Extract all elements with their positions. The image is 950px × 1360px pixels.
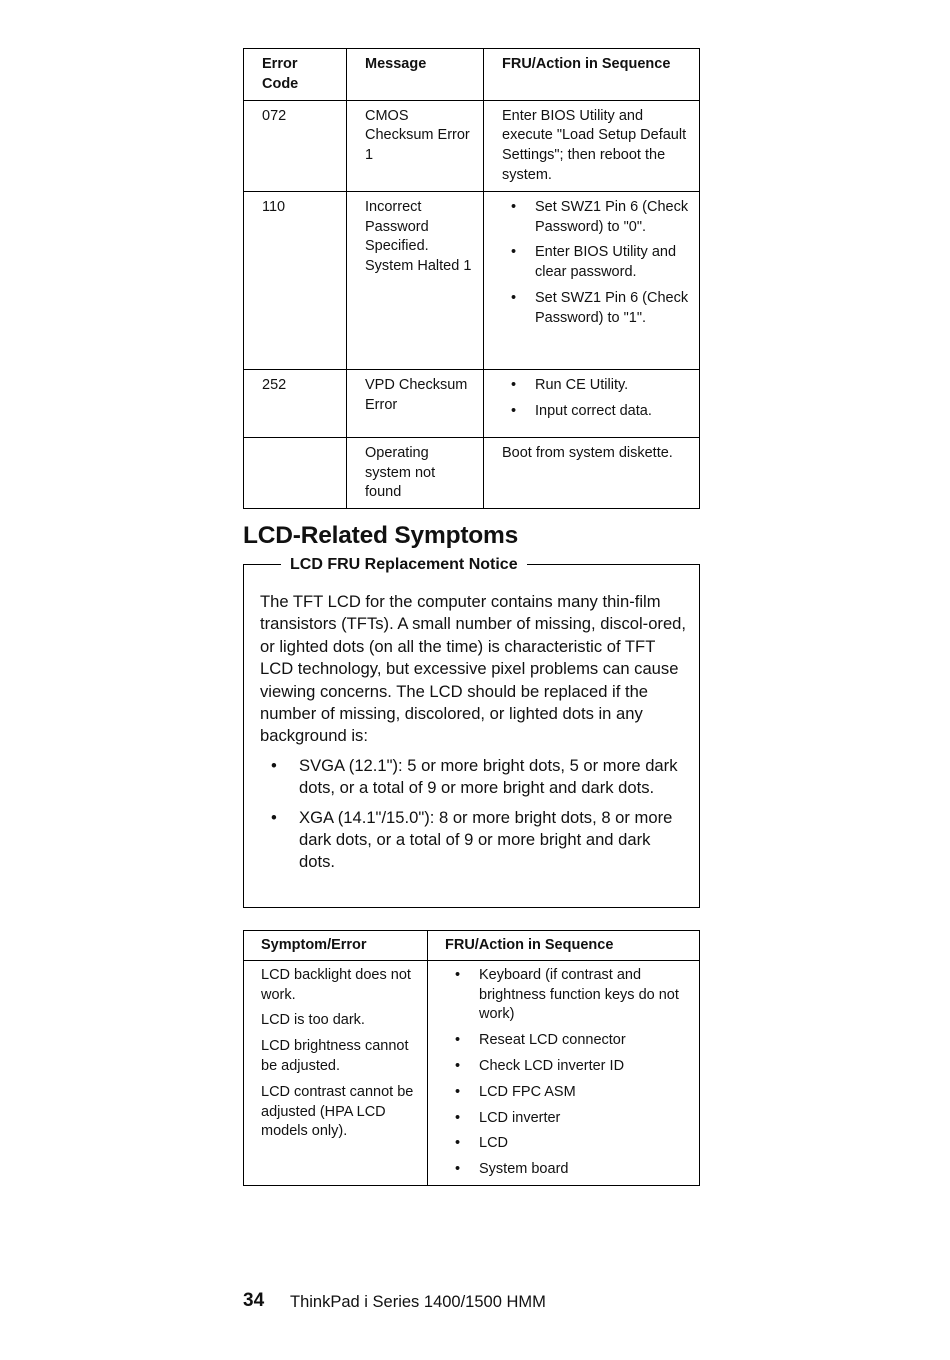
action-cell: Enter BIOS Utility and execute "Load Setup Default Settings"; then reboot the system.	[484, 100, 700, 191]
table-row	[244, 437, 700, 508]
header-message: Message	[347, 49, 484, 101]
error-code-cell: 252	[244, 369, 347, 437]
message-cell: VPD Checksum Error	[347, 369, 484, 437]
notice-title: LCD FRU Replacement Notice	[281, 555, 527, 575]
action-cell	[484, 369, 700, 437]
error-code-cell: 110	[244, 191, 347, 369]
header-fru-action: FRU/Action in Sequence	[484, 49, 700, 101]
error-code-cell: 072	[244, 100, 347, 191]
message-cell: Operating system not found	[347, 437, 484, 508]
error-code-table	[243, 48, 700, 509]
notice-list-item: • SVGA (12.1"): 5 or more bright dots, 5 or more dark dots, or a total of 9 or more bright and dark dots.	[260, 755, 688, 800]
action-item: • System board	[445, 1160, 691, 1180]
notice-box	[243, 556, 700, 908]
action-list	[502, 376, 691, 422]
symptom-table	[243, 930, 700, 1186]
section-heading: LCD-Related Symptoms	[243, 522, 519, 549]
action-item: • LCD	[445, 1134, 691, 1154]
symptom-item: LCD is too dark.	[261, 1012, 365, 1029]
action-item: • Keyboard (if contrast and brightness function keys do not work)	[445, 966, 691, 1025]
table-row	[244, 960, 700, 1185]
action-item: • Check LCD inverter ID	[445, 1057, 691, 1077]
footer-title: ThinkPad i Series 1400/1500 HMM	[290, 1293, 546, 1311]
header-symptom: Symptom/Error	[244, 931, 428, 961]
symptom-item: LCD brightness cannot be adjusted.	[261, 1038, 409, 1074]
error-code-cell	[244, 437, 347, 508]
message-cell: Incorrect Password Specified. System Halted 1	[347, 191, 484, 369]
action-item: • Set SWZ1 Pin 6 (Check Password) to "1".	[502, 289, 691, 329]
notice-paragraph: The TFT LCD for the computer contains many thin-film transistors (TFTs). A small number of missing, discol-ored, or lighted dots (on all the time) is characteristic of TFT LCD technology, but excessive pixel problems can cause viewing concerns. The LCD should be replaced if the number of missing, discolored, or lighted dots in any background is:	[260, 592, 687, 746]
header-fru-action: FRU/Action in Sequence	[428, 931, 700, 961]
action-cell: Boot from system diskette.	[484, 437, 700, 508]
action-cell	[428, 960, 700, 1185]
action-list	[502, 198, 691, 329]
action-item: • LCD inverter	[445, 1109, 691, 1129]
notice-list-item: • XGA (14.1"/15.0"): 8 or more bright dots, 8 or more dark dots, or a total of 9 or more bright and dark dots.	[260, 807, 688, 874]
action-item: • Set SWZ1 Pin 6 (Check Password) to "0".	[502, 198, 691, 238]
table-row	[244, 369, 700, 437]
table-row	[244, 100, 700, 191]
action-cell	[484, 191, 700, 369]
action-item: • Run CE Utility.	[502, 376, 691, 396]
action-item: • Input correct data.	[502, 402, 691, 422]
notice-body	[260, 591, 688, 881]
symptom-item: LCD contrast cannot be adjusted (HPA LCD models only).	[261, 1083, 414, 1140]
table-header-row	[244, 49, 700, 101]
symptom-cell	[244, 960, 428, 1185]
action-item: • LCD FPC ASM	[445, 1083, 691, 1103]
table-row	[244, 191, 700, 369]
symptom-item: LCD backlight does not work.	[261, 966, 411, 1003]
table-header-row	[244, 931, 700, 961]
notice-list	[260, 755, 688, 874]
action-item: • Enter BIOS Utility and clear password.	[502, 243, 691, 283]
header-error-code: Error Code	[244, 49, 347, 101]
action-list	[445, 966, 691, 1180]
page-number: 34	[243, 1290, 265, 1311]
message-cell: CMOS Checksum Error 1	[347, 100, 484, 191]
action-item: • Reseat LCD connector	[445, 1031, 691, 1051]
